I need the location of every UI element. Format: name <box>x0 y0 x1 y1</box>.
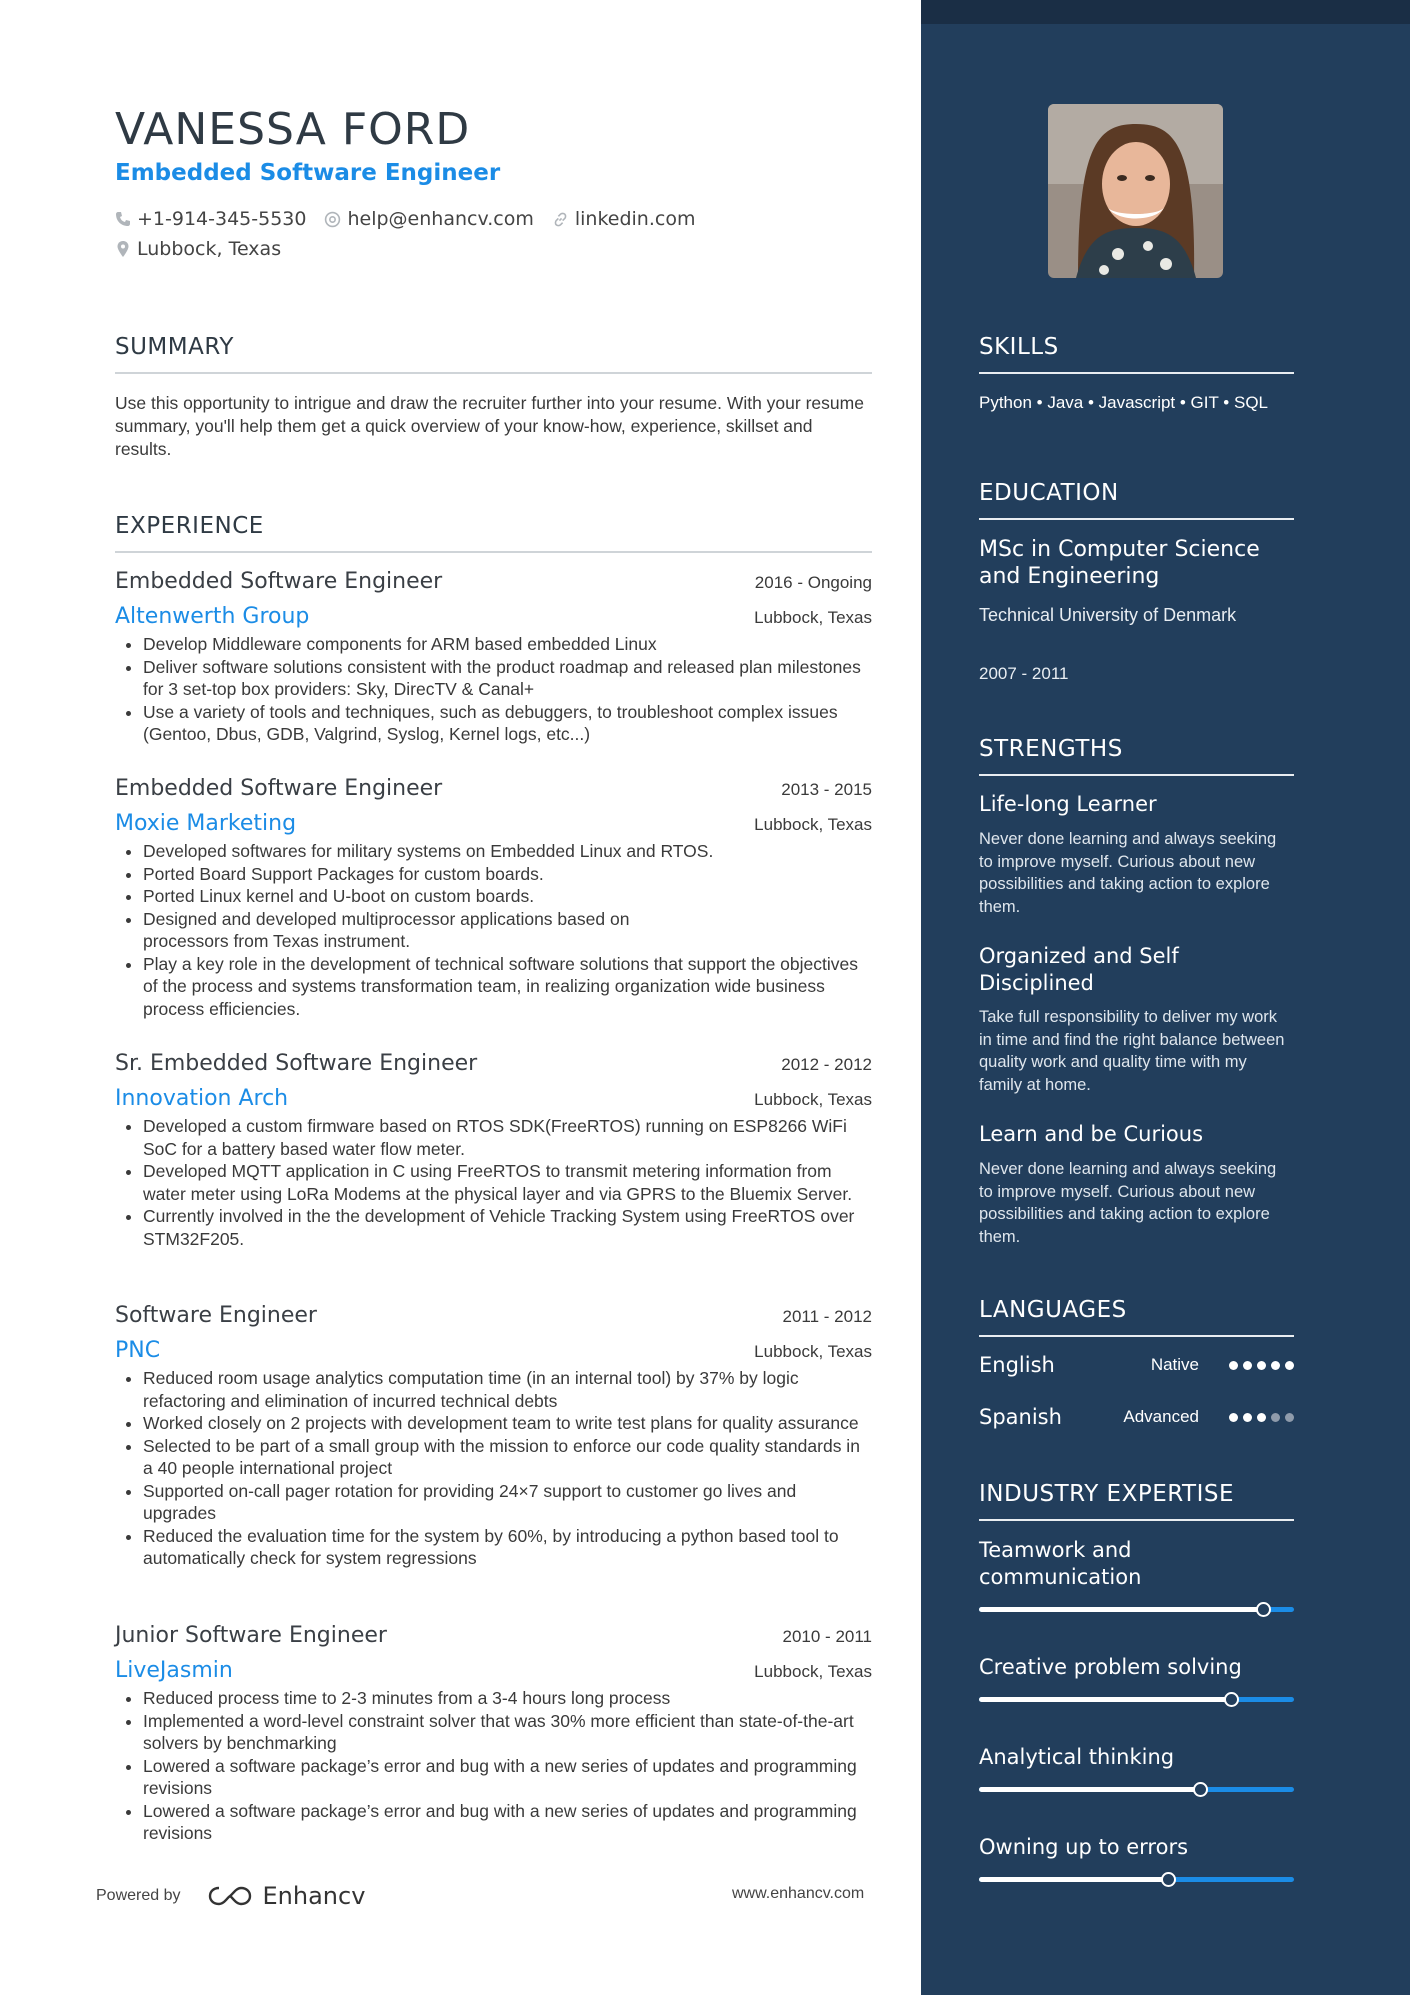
company-name: Innovation Arch <box>115 1086 289 1111</box>
job-bullet: • Play a key role in the development of technical software solutions that support the objectives of the process and systems transformation team, in realizing organization wide business process efficiencies. <box>143 953 872 1021</box>
language-rating <box>1229 1413 1294 1422</box>
education-dates: 2007 - 2011 <box>979 664 1069 683</box>
expertise-bar <box>979 1877 1294 1882</box>
job-bullet: • Selected to be part of a small group with the mission to enforce our code quality standards in a 40 people international project <box>143 1435 872 1480</box>
rating-dot <box>1285 1413 1294 1422</box>
job-location: Lubbock, Texas <box>754 815 872 834</box>
expertise-label: Creative problem solving <box>979 1655 1242 1679</box>
expertise-bar-fill <box>979 1697 1231 1702</box>
language-rating <box>1229 1361 1294 1370</box>
strength-title: Organized and Self Disciplined <box>979 944 1179 995</box>
expertise-bar-knob <box>1193 1782 1208 1797</box>
language-level: Native <box>1150 1355 1199 1374</box>
expertise-bar <box>979 1697 1294 1702</box>
strength-description: Take full responsibility to deliver my work in time and find the right balance between quality work and quality time with my family at home. <box>979 1008 1285 1094</box>
email-address: help@enhancv.com <box>347 208 534 230</box>
job-location: Lubbock, Texas <box>754 1090 872 1109</box>
language-row <box>979 1353 1294 1377</box>
rating-dot <box>1271 1413 1280 1422</box>
footer-website[interactable]: www.enhancv.com <box>732 1885 865 1902</box>
job-bullet: • Lowered a software package’s error and bug with a new series of updates and programming revisions <box>143 1800 872 1845</box>
rating-dot <box>1271 1361 1280 1370</box>
job-dates: 2016 - Ongoing <box>754 573 872 592</box>
job-location: Lubbock, Texas <box>754 608 872 627</box>
profile-photo-image <box>1048 104 1223 278</box>
job-bullet: • Lowered a software package’s error and bug with a new series of updates and programming revisions <box>143 1755 872 1800</box>
phone-icon <box>115 211 131 227</box>
language-name: Spanish <box>979 1405 1062 1429</box>
strengths-heading: STRENGTHS <box>979 736 1294 776</box>
location-row <box>115 238 299 260</box>
brand-name: Enhancv <box>262 1882 366 1910</box>
rating-dot <box>1243 1413 1252 1422</box>
strength-title: Learn and be Curious <box>979 1122 1204 1146</box>
job-bullets <box>115 1687 872 1845</box>
job-bullet: • Develop Middleware components for ARM based embedded Linux <box>143 633 872 656</box>
language-level: Advanced <box>1123 1407 1199 1426</box>
job-bullet: • Worked closely on 2 projects with development team to write test plans for quality assurance <box>143 1412 872 1435</box>
expertise-bar-knob <box>1161 1872 1176 1887</box>
expertise-bar-knob <box>1256 1602 1271 1617</box>
job-entry <box>115 776 872 1020</box>
rating-dot <box>1229 1361 1238 1370</box>
expertise-label: Analytical thinking <box>979 1745 1175 1769</box>
location-pin-icon <box>115 240 131 258</box>
job-bullet: • Reduced the evaluation time for the system by 60%, by introducing a python based tool to automatically check for system regressions <box>143 1525 872 1570</box>
job-bullet: • Reduced room usage analytics computation time (in an internal tool) by 37% by logic refactoring and elimination of incurred technical debts <box>143 1367 872 1412</box>
job-bullet: • Supported on-call pager rotation for providing 24×7 support to customer go lives and upgrades <box>143 1480 872 1525</box>
job-entry <box>115 1051 872 1250</box>
strength-description: Never done learning and always seeking to improve myself. Curious about new possibilities and taking action to explore them. <box>979 830 1277 916</box>
footer-powered-by <box>96 1882 365 1910</box>
link-icon <box>552 211 569 228</box>
candidate-title: Embedded Software Engineer <box>115 160 501 186</box>
skills-list: Python • Java • Javascript • GIT • SQL <box>979 393 1268 412</box>
rating-dot <box>1257 1361 1266 1370</box>
company-name: LiveJasmin <box>115 1658 233 1683</box>
job-bullet: • Designed and developed multiprocessor applications based on processors from Texas instrument. <box>143 908 872 953</box>
enhancv-logo[interactable] <box>207 1882 366 1910</box>
summary-text: Use this opportunity to intrigue and draw the recruiter further into your resume. With your resume summary, you'll help them get a quick overview of your know-how, experience, skillset and results. <box>115 393 864 459</box>
contact-row <box>115 208 713 230</box>
language-row <box>979 1405 1294 1429</box>
job-bullet: • Implemented a word-level constraint solver that was 30% more efficient than state-of-the-art solvers by benchmarking <box>143 1710 872 1755</box>
job-bullet: • Ported Linux kernel and U-boot on custom boards. <box>143 885 872 908</box>
job-title: Embedded Software Engineer <box>115 776 443 801</box>
rating-dot <box>1243 1361 1252 1370</box>
phone-contact[interactable] <box>115 208 306 230</box>
sidebar-top-band <box>921 0 1410 24</box>
job-bullet: • Currently involved in the the development of Vehicle Tracking System using FreeRTOS over STM32F205. <box>143 1205 872 1250</box>
at-icon <box>324 211 341 228</box>
powered-by-label: Powered by <box>96 1887 181 1904</box>
location-contact <box>115 238 281 260</box>
industry-expertise-heading: INDUSTRY EXPERTISE <box>979 1481 1294 1521</box>
phone-number: +1-914-345-5530 <box>137 208 307 230</box>
linkedin-contact[interactable] <box>552 208 696 230</box>
job-bullets <box>115 1367 872 1570</box>
job-title: Sr. Embedded Software Engineer <box>115 1051 478 1076</box>
job-title: Junior Software Engineer <box>115 1623 387 1648</box>
job-bullet: • Developed softwares for military systems on Embedded Linux and RTOS. <box>143 840 872 863</box>
expertise-label: Teamwork and communication <box>979 1538 1142 1589</box>
rating-dot <box>1229 1413 1238 1422</box>
summary-heading: SUMMARY <box>115 334 872 374</box>
job-bullets <box>115 1115 872 1250</box>
job-dates: 2012 - 2012 <box>781 1055 872 1074</box>
job-dates: 2013 - 2015 <box>781 780 872 799</box>
expertise-bar-fill <box>979 1787 1200 1792</box>
location-text: Lubbock, Texas <box>137 238 282 260</box>
job-entry <box>115 569 872 746</box>
job-bullet: • Reduced process time to 2-3 minutes from a 3-4 hours long process <box>143 1687 872 1710</box>
strength-description: Never done learning and always seeking to improve myself. Curious about new possibilities and taking action to explore them. <box>979 1160 1277 1246</box>
expertise-bar <box>979 1607 1294 1612</box>
rating-dot <box>1285 1361 1294 1370</box>
job-bullet: • Deliver software solutions consistent with the product roadmap and released plan milestones for 3 set-top box providers: Sky, DirecTV & Canal+ <box>143 656 872 701</box>
experience-heading: EXPERIENCE <box>115 513 872 553</box>
expertise-bar-fill <box>979 1877 1168 1882</box>
linkedin-url: linkedin.com <box>574 208 696 230</box>
strength-title: Life-long Learner <box>979 792 1157 816</box>
education-heading: EDUCATION <box>979 480 1294 520</box>
company-name: PNC <box>115 1338 161 1363</box>
job-entry <box>115 1623 872 1845</box>
job-location: Lubbock, Texas <box>754 1662 872 1681</box>
job-bullet: • Use a variety of tools and techniques, such as debuggers, to troubleshoot complex issues (Gentoo, Dbus, GDB, Valgrind, Syslog, Kernel logs, etc...) <box>143 701 872 746</box>
job-bullets <box>115 840 872 1020</box>
job-dates: 2010 - 2011 <box>782 1627 872 1646</box>
job-bullet: • Developed a custom firmware based on RTOS SDK(FreeRTOS) running on ESP8266 WiFi SoC for a battery based water flow meter. <box>143 1115 872 1160</box>
expertise-label: Owning up to errors <box>979 1835 1189 1859</box>
education-school: Technical University of Denmark <box>979 605 1237 625</box>
job-bullets <box>115 633 872 746</box>
job-bullet: • Developed MQTT application in C using FreeRTOS to transmit metering information from water meter using LoRa Modems at the physical layer and via GPRS to the Bluemix Server. <box>143 1160 872 1205</box>
company-name: Altenwerth Group <box>115 604 310 629</box>
expertise-bar-fill <box>979 1607 1263 1612</box>
job-bullet: • Ported Board Support Packages for custom boards. <box>143 863 872 886</box>
job-title: Embedded Software Engineer <box>115 569 443 594</box>
expertise-bar <box>979 1787 1294 1792</box>
enhancv-logo-icon <box>207 1884 253 1908</box>
company-name: Moxie Marketing <box>115 811 297 836</box>
job-entry <box>115 1303 872 1570</box>
job-dates: 2011 - 2012 <box>782 1307 872 1326</box>
education-degree: MSc in Computer Science and Engineering <box>979 537 1260 589</box>
job-title: Software Engineer <box>115 1303 317 1328</box>
rating-dot <box>1257 1413 1266 1422</box>
skills-heading: SKILLS <box>979 334 1294 374</box>
expertise-bar-knob <box>1224 1692 1239 1707</box>
sidebar <box>921 0 1410 1995</box>
languages-heading: LANGUAGES <box>979 1297 1294 1337</box>
language-name: English <box>979 1353 1055 1377</box>
email-contact[interactable] <box>324 208 533 230</box>
job-location: Lubbock, Texas <box>754 1342 872 1361</box>
profile-photo <box>1048 104 1223 278</box>
candidate-name: VANESSA FORD <box>115 104 471 155</box>
